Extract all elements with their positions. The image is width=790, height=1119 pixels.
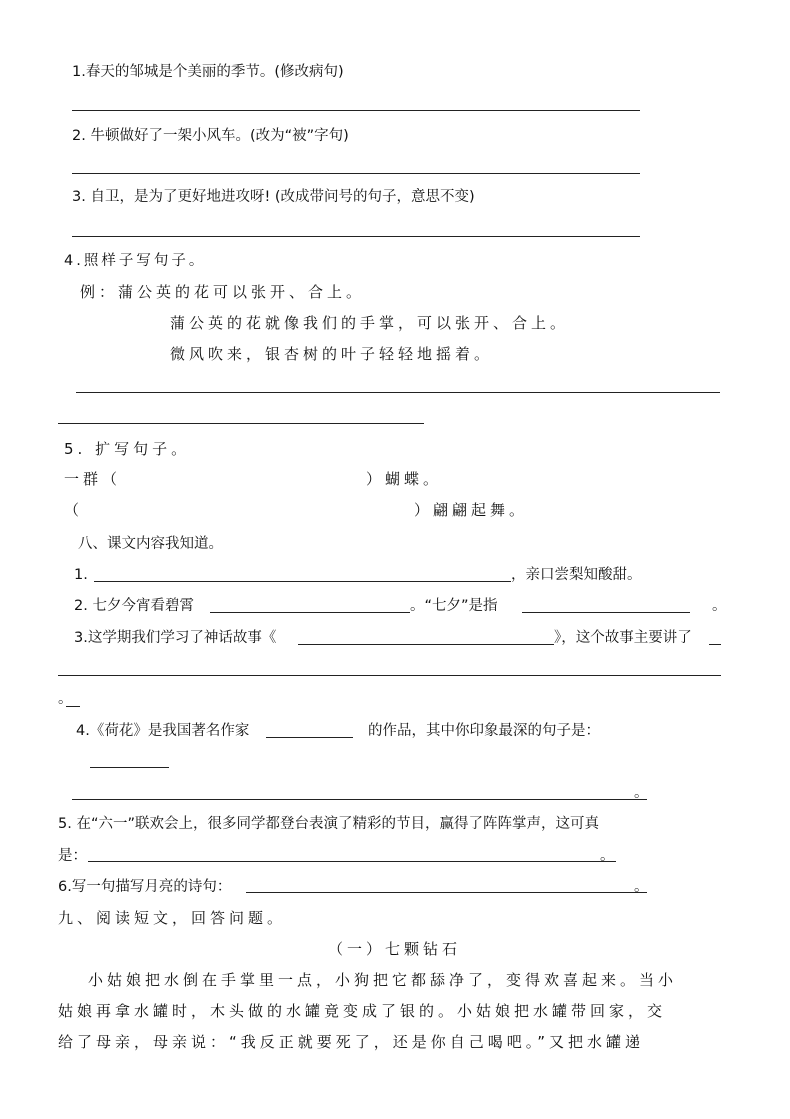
item-3-blank-end[interactable] xyxy=(709,644,721,645)
section-9-title: 九、阅读短文，回答问题。 xyxy=(58,909,287,927)
item-1-number: 1. xyxy=(74,567,88,583)
story-paragraph-line-1: 小姑娘把水倒在手掌里一点，小狗把它都舔净了，变得欢喜起来。当小 xyxy=(88,971,678,989)
item-4-head: 4.《荷花》是我国著名作家 xyxy=(76,723,250,739)
item-1-blank[interactable] xyxy=(94,581,511,582)
story-title: （一）七颗钻石 xyxy=(328,940,462,958)
question-3: 3. 自卫，是为了更好地进攻呀! (改成带问号的句子，意思不变) xyxy=(72,189,475,205)
answer-line-1[interactable] xyxy=(72,110,640,111)
item-5-line1: 5. 在“六一”联欢会上，很多同学都登台表演了精彩的节目，赢得了阵阵掌声，这可真 xyxy=(58,816,599,832)
item-3-blank-final[interactable] xyxy=(66,706,80,707)
question-4-prompt: 微风吹来，银杏树的叶子轻轻地摇着。 xyxy=(170,345,494,363)
item-4-author-blank[interactable] xyxy=(266,737,353,738)
item-4-end: 。 xyxy=(634,785,649,801)
answer-line-4b[interactable] xyxy=(58,423,424,424)
question-1: 1.春天的邹城是个美丽的季节。(修改病句) xyxy=(72,64,344,80)
question-4-label: 4.照样子写句子。 xyxy=(64,253,207,269)
answer-line-2[interactable] xyxy=(72,173,640,174)
question-5-line2-start: （ xyxy=(64,501,84,519)
answer-line-4a[interactable] xyxy=(76,392,720,393)
item-3-answer-line[interactable] xyxy=(58,675,721,676)
item-3-blank[interactable] xyxy=(298,644,554,645)
section-8-title: 八、课文内容我知道。 xyxy=(78,536,223,552)
item-3-tail: 》，这个故事主要讲了 xyxy=(554,630,692,646)
item-6-end: 。 xyxy=(634,879,649,895)
question-5-line1-start: 一群（ xyxy=(64,470,122,488)
item-2-head: 2. 七夕今宵看碧霄 xyxy=(74,598,194,614)
item-2-mid: 。“七夕”是指 xyxy=(410,598,498,614)
question-4-example: 例：蒲公英的花可以张开、合上。 xyxy=(80,283,366,301)
item-2-tail: 。 xyxy=(712,598,727,614)
story-paragraph-line-2: 姑娘再拿水罐时，木头做的水罐竟变成了银的。小姑娘把水罐带回家，交 xyxy=(58,1002,667,1020)
question-5-line2-end: ）翩翩起舞。 xyxy=(414,501,529,519)
item-3-head: 3.这学期我们学习了神话故事《 xyxy=(74,630,277,646)
item-4-answer-line[interactable] xyxy=(72,799,647,800)
item-2-blank-a[interactable] xyxy=(210,612,410,613)
item-2-blank-b[interactable] xyxy=(522,612,690,613)
question-5-label: 5. 扩写句子。 xyxy=(64,440,191,458)
item-4-short-line[interactable] xyxy=(90,767,169,768)
item-1-tail: ，亲口尝梨知酸甜。 xyxy=(511,567,642,583)
item-5-line2: 是： xyxy=(58,848,87,864)
answer-line-3[interactable] xyxy=(72,236,640,237)
item-5-blank[interactable] xyxy=(88,861,616,862)
item-3-end: 。 xyxy=(58,691,73,707)
question-4-model: 蒲公英的花就像我们的手掌，可以张开、合上。 xyxy=(170,314,570,332)
item-6-blank[interactable] xyxy=(246,892,647,893)
item-4-tail: 的作品，其中你印象最深的句子是： xyxy=(368,723,600,739)
item-6: 6.写一句描写月亮的诗句： xyxy=(58,879,232,895)
question-2: 2. 牛顿做好了一架小风车。(改为“被”字句) xyxy=(72,128,349,144)
item-5-end: 。 xyxy=(600,848,615,864)
question-5-line1-end: ）蝴蝶。 xyxy=(366,470,443,488)
story-paragraph-line-3: 给了母亲，母亲说：“我反正就要死了，还是你自己喝吧。”又把水罐递 xyxy=(58,1033,645,1051)
